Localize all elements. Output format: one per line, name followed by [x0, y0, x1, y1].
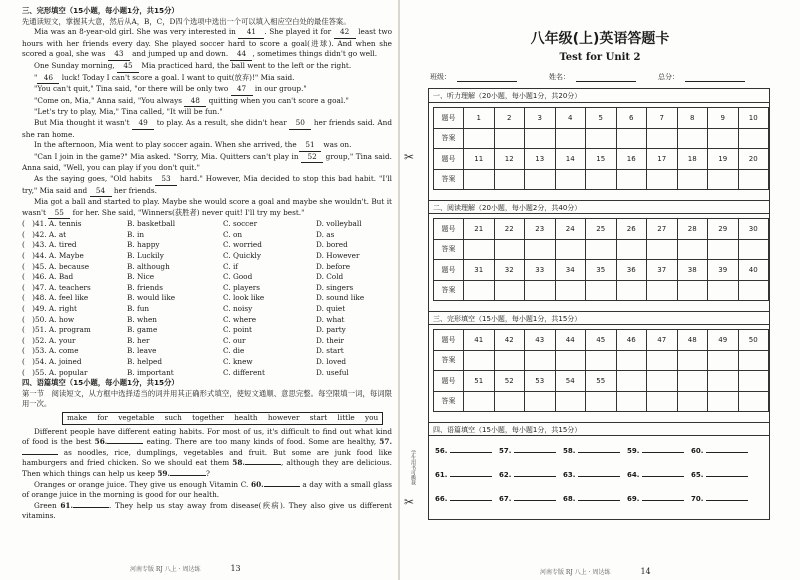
option-cell: ( )48. A. feel like [22, 293, 89, 303]
answer-cell[interactable] [464, 280, 495, 301]
option-cell: D. before [316, 261, 351, 271]
question-number: 20 [738, 149, 769, 170]
cloze-paragraph: "Come on, Mia," Anna said, "You always 48 quitting when you can't score a goal." [22, 96, 392, 108]
option-cell: ( )47. A. teachers [22, 282, 91, 292]
option-cell: D. However [316, 251, 360, 261]
option-cell: D. as [316, 229, 335, 239]
answer-cell[interactable] [586, 239, 617, 260]
scissors-icon: ✂ [404, 150, 415, 164]
option-cell: ( )54. A. joined [22, 357, 82, 366]
fill-number: 58. [563, 447, 576, 455]
question-number: 8 [677, 108, 708, 129]
question-number: 21 [464, 219, 495, 240]
answer-cell[interactable] [494, 391, 525, 412]
fill-answer-item [435, 471, 499, 479]
text-fill-paragraph: Oranges or orange juice. They give us enough Vitamin C. 60. a day with a small glass of orange juice in the morning is good for our health. [22, 479, 392, 500]
fill-answer-item [691, 447, 755, 455]
fill-number: 62. [499, 471, 512, 479]
option-cell: C. on [223, 229, 243, 239]
page-number: 13 [230, 564, 241, 574]
option-cell: D. sound like [316, 293, 365, 303]
option-cell: ( )53. A. come [22, 346, 79, 356]
answer-cell[interactable] [555, 350, 586, 371]
answer-cell[interactable] [555, 391, 586, 412]
class-field[interactable] [457, 72, 517, 82]
page-footer: 河南专版 RJ 八上 · 周达练 13 [130, 564, 241, 574]
text-fill-section-title: 四、语篇填空（15小题，每小题1分，共15分） [22, 378, 179, 388]
question-number: 43 [525, 330, 556, 351]
option-cell: ( )42. A. at [22, 229, 67, 239]
option-cell: B. happy [127, 240, 160, 250]
fill-number: 68. [563, 495, 576, 503]
answer-cell[interactable] [464, 169, 495, 190]
cloze-section-title: 三、完形填空（15小题，每小题1分，共15分） [22, 6, 179, 15]
question-number: 55 [586, 371, 617, 392]
question-number: 10 [738, 108, 769, 129]
answer-cell[interactable] [708, 128, 739, 149]
answer-cell[interactable] [525, 128, 556, 149]
fill-answer-item [627, 447, 691, 455]
question-number: 41 [464, 330, 495, 351]
option-cell: C. Quickly [223, 251, 261, 261]
option-cell: C. worried [223, 240, 262, 250]
option-cell: D. party [316, 325, 346, 335]
question-number: 46 [616, 330, 647, 351]
question-number [616, 371, 647, 392]
fill-answer-field[interactable] [578, 500, 620, 501]
question-number: 17 [647, 149, 678, 170]
fill-number: 70. [691, 495, 704, 503]
question-number: 40 [738, 260, 769, 281]
question-number: 12 [494, 149, 525, 170]
option-cell: B. her [127, 335, 150, 345]
answer-card [428, 88, 770, 520]
option-cell: C. if [223, 261, 238, 271]
option-cell: ( )52. A. your [22, 335, 76, 345]
question-number: 5 [586, 108, 617, 129]
fill-answer-field[interactable] [514, 476, 556, 477]
option-cell: C. point [223, 325, 252, 335]
fill-number: 61. [435, 471, 448, 479]
score-field[interactable] [685, 72, 745, 82]
answer-cell[interactable] [616, 280, 647, 301]
cloze-grid [433, 329, 769, 412]
cloze-paragraph: "Let's try to play, Mia," Tina called, "It will be fun." [34, 107, 223, 117]
answer-cell[interactable] [525, 169, 556, 190]
option-cell: ( )43. A. tired [22, 240, 77, 250]
question-number-label: 题号 [434, 260, 464, 281]
answer-label: 答案 [434, 391, 464, 412]
answer-label: 答案 [434, 169, 464, 190]
option-cell: C. Good [223, 272, 253, 282]
answer-cell[interactable] [525, 391, 556, 412]
listening-grid [433, 107, 769, 190]
answer-cell[interactable] [738, 350, 769, 371]
answer-cell[interactable] [464, 350, 495, 371]
fill-answer-item [627, 471, 691, 479]
answer-label: 答案 [434, 280, 464, 301]
option-cell: B. leave [127, 346, 157, 356]
question-number: 14 [555, 149, 586, 170]
answer-cell[interactable] [616, 239, 647, 260]
fill-answer-item [563, 471, 627, 479]
answer-cell[interactable] [494, 280, 525, 301]
option-cell: B. would like [127, 293, 176, 303]
option-cell: B. game [127, 325, 158, 335]
question-number: 53 [525, 371, 556, 392]
answer-cell [738, 391, 769, 412]
option-cell: C. where [223, 314, 257, 324]
question-number: 49 [708, 330, 739, 351]
option-cell: D. start [316, 346, 344, 356]
question-number: 32 [494, 260, 525, 281]
answer-cell [647, 391, 678, 412]
answer-cell[interactable] [738, 169, 769, 190]
question-number: 1 [464, 108, 495, 129]
fill-answer-item [563, 495, 627, 503]
question-number: 47 [647, 330, 678, 351]
answer-cell[interactable] [647, 280, 678, 301]
class-label: 班级： [430, 73, 451, 81]
option-cell: B. Nice [127, 272, 155, 282]
text-fill-instructions: 第一节 阅读短文，从方框中选择适当的词并用其正确形式填空，使短文通顺、意思完整。每空限填一词，每词限用一次。 [22, 388, 392, 409]
cloze-paragraph: Mia got a ball and started to play. Maybe she would score a goal and maybe she wouldn't. But it wasn't 55 for her. She said, "Winners(获胜者) never quit! I'll try my best." [22, 197, 392, 219]
question-number: 4 [555, 108, 586, 129]
option-cell: D. what [316, 314, 345, 324]
option-cell: D. singers [316, 282, 354, 292]
fill-answer-item [435, 447, 499, 455]
fill-answer-item [563, 447, 627, 455]
answer-cell[interactable] [555, 169, 586, 190]
question-number: 11 [464, 149, 495, 170]
fill-answer-field[interactable] [642, 500, 684, 501]
question-number: 19 [708, 149, 739, 170]
fill-number: 67. [499, 495, 512, 503]
fill-answer-item [499, 447, 563, 455]
answer-cell[interactable] [586, 280, 617, 301]
answer-cell[interactable] [494, 350, 525, 371]
answer-cell[interactable] [494, 169, 525, 190]
answer-cell[interactable] [616, 169, 647, 190]
question-number-label: 题号 [434, 108, 464, 129]
question-number: 6 [616, 108, 647, 129]
fill-number: 64. [627, 471, 640, 479]
question-number: 22 [494, 219, 525, 240]
option-cell: B. helped [127, 357, 163, 366]
option-cell: C. die [223, 346, 245, 356]
question-number: 37 [647, 260, 678, 281]
question-number: 27 [647, 219, 678, 240]
option-cell: ( )51. A. program [22, 325, 91, 335]
cloze-paragraph: In the afternoon, Mia went to play soccer again. When she arrived, the 51 was on. [22, 140, 392, 152]
question-number: 51 [464, 371, 495, 392]
fill-number: 60. [691, 447, 704, 455]
score-label: 总分： [658, 73, 679, 81]
question-number: 42 [494, 330, 525, 351]
question-number-label: 题号 [434, 330, 464, 351]
answer-cell[interactable] [708, 350, 739, 371]
question-number: 54 [555, 371, 586, 392]
cloze-options [22, 219, 392, 378]
fill-answer-item [691, 471, 755, 479]
answer-cell[interactable] [708, 239, 739, 260]
question-number: 30 [738, 219, 769, 240]
option-cell: C. soccer [223, 219, 258, 229]
answer-label: 答案 [434, 239, 464, 260]
question-number [677, 371, 708, 392]
option-cell: B. important [127, 367, 174, 377]
answer-cell[interactable] [708, 169, 739, 190]
option-cell: ( )49. A. right [22, 304, 77, 314]
question-number: 9 [708, 108, 739, 129]
option-cell: C. look like [223, 293, 265, 303]
question-number [708, 371, 739, 392]
fill-answer-field[interactable] [514, 500, 556, 501]
answer-cell[interactable] [738, 128, 769, 149]
cloze-answer-section-title: 三、完形填空（15小题，每小题1分，共15分） [429, 311, 769, 325]
question-number: 29 [708, 219, 739, 240]
word-box: make for vegetable such together health however start little you [62, 412, 383, 425]
question-number: 7 [647, 108, 678, 129]
cloze-paragraph: Mia was an 8-year-old girl. She was very interested in 41 . She played it for 42 least two hours with her friends every day. She played soccer hard to score a goal(进球). And when she scored a goal, she was 43 and jumped up and down. 44 , sometimes things didn't go well. [22, 27, 392, 61]
option-cell: ( )44. A. Maybe [22, 251, 84, 261]
answer-cell[interactable] [738, 280, 769, 301]
question-number: 36 [616, 260, 647, 281]
answer-cell[interactable] [464, 128, 495, 149]
question-number [738, 371, 769, 392]
question-number: 23 [525, 219, 556, 240]
question-number: 28 [677, 219, 708, 240]
text-fill-paragraph: Different people have different eating habits. For most of us, it's difficult to find out what kind of food is the best 56. eating. There are too many kinds of food. Some are healthy, 57. as noodles, rice, dumplings, vegetables and fruit. But some are junk food like hamburgers and fried chicken. So we should eat them 58. , although they are delicious. Then which things can help us keep 59. ? [22, 426, 392, 478]
question-number: 26 [616, 219, 647, 240]
option-cell: ( )45. A. because [22, 261, 90, 271]
question-number [647, 371, 678, 392]
answer-cell[interactable] [555, 239, 586, 260]
answer-cell[interactable] [464, 391, 495, 412]
answer-cell[interactable] [586, 128, 617, 149]
fill-answer-item [499, 471, 563, 479]
fill-number: 69. [627, 495, 640, 503]
option-cell: C. noisy [223, 304, 253, 314]
option-cell: D. their [316, 335, 345, 345]
question-number: 35 [586, 260, 617, 281]
question-number: 45 [586, 330, 617, 351]
fill-answer-field[interactable] [514, 452, 556, 453]
answer-cell[interactable] [677, 169, 708, 190]
answer-card-title: 八年级(上)英语答题卡 [530, 31, 670, 47]
option-cell: C. our [223, 335, 246, 345]
question-number: 34 [555, 260, 586, 281]
cloze-paragraph: " 46 luck! Today I can't score a goal. I want to quit(放弃)!" Mia said. [22, 73, 392, 85]
page-number: 14 [640, 567, 651, 576]
answer-cell[interactable] [616, 128, 647, 149]
question-number: 50 [738, 330, 769, 351]
answer-cell[interactable] [738, 239, 769, 260]
page-footer: 河南专版 RJ 八上 · 周达练 14 [540, 567, 651, 576]
fill-answer-field[interactable] [642, 476, 684, 477]
fill-answer-field[interactable] [450, 500, 492, 501]
fill-number: 59. [627, 447, 640, 455]
option-cell: B. in [127, 229, 145, 239]
question-number: 39 [708, 260, 739, 281]
option-cell: ( )41. A. tennis [22, 219, 82, 229]
option-cell: ( )46. A. Bad [22, 272, 74, 282]
option-cell: D. volleyball [316, 219, 362, 229]
answer-cell[interactable] [647, 239, 678, 260]
option-cell: B. Luckily [127, 251, 164, 261]
fill-answer-item [499, 495, 563, 503]
answer-cell[interactable] [647, 350, 678, 371]
fill-answer-field[interactable] [706, 452, 748, 453]
fill-number: 66. [435, 495, 448, 503]
answer-cell[interactable] [677, 280, 708, 301]
text-fill-answers [435, 447, 755, 503]
fill-number: 65. [691, 471, 704, 479]
answer-cell[interactable] [494, 128, 525, 149]
fill-number: 57. [499, 447, 512, 455]
cloze-paragraph: One Sunday morning, 45 Mia practiced hard, the ball went to the left or the right. [22, 61, 392, 73]
reading-grid [433, 218, 769, 301]
answer-cell [616, 391, 647, 412]
scissors-icon: ✂ [404, 495, 415, 509]
student-info-row [430, 72, 770, 82]
option-cell: C. knew [223, 357, 253, 366]
text-fill-paragraph: Green 61. . They help us stay away from disease(疾病). They also give us different vitamins. [22, 500, 392, 521]
option-cell: B. when [127, 314, 157, 324]
answer-cell[interactable] [494, 239, 525, 260]
cloze-paragraph: As the saying goes, "Old habits 53 hard." However, Mia decided to stop this bad habit. "I'll try," Mia said and 54 her friends. [22, 174, 392, 197]
fill-answer-field[interactable] [578, 476, 620, 477]
fill-answer-item [627, 495, 691, 503]
fill-answer-field[interactable] [450, 452, 492, 453]
fill-number: 56. [435, 447, 448, 455]
option-cell: D. useful [316, 367, 349, 377]
text-fill-answer-section-title: 四、语篇填空（15小题，每小题1分，共15分） [429, 422, 769, 436]
answer-cell[interactable] [616, 350, 647, 371]
question-number: 15 [586, 149, 617, 170]
fill-answer-item [435, 495, 499, 503]
question-number: 18 [677, 149, 708, 170]
question-number: 25 [586, 219, 617, 240]
question-number: 48 [677, 330, 708, 351]
question-number: 31 [464, 260, 495, 281]
option-cell: C. players [223, 282, 260, 292]
option-cell: B. fun [127, 304, 150, 314]
option-cell: D. Cold [316, 272, 344, 282]
question-number: 16 [616, 149, 647, 170]
answer-cell[interactable] [677, 239, 708, 260]
answer-cell[interactable] [677, 128, 708, 149]
question-number-label: 题号 [434, 219, 464, 240]
answer-cell[interactable] [555, 280, 586, 301]
option-cell: D. quiet [316, 304, 346, 314]
question-number: 13 [525, 149, 556, 170]
option-cell: C. different [223, 367, 265, 377]
fill-answer-item [691, 495, 755, 503]
answer-cell[interactable] [555, 128, 586, 149]
question-number: 33 [525, 260, 556, 281]
fill-answer-field[interactable] [706, 476, 748, 477]
answer-cell [677, 391, 708, 412]
answer-label: 答案 [434, 350, 464, 371]
answer-cell[interactable] [464, 239, 495, 260]
option-cell: ( )50. A. how [22, 314, 75, 324]
answer-cell[interactable] [525, 280, 556, 301]
answer-cell[interactable] [647, 169, 678, 190]
cloze-paragraph: "Can I join in the game?" Mia asked. "Sorry, Mia. Quitters can't play in 52 group," Tina said. Anna said, "Well, you can play if you don't quit." [22, 151, 392, 173]
fill-answer-field[interactable] [578, 452, 620, 453]
question-number: 2 [494, 108, 525, 129]
answer-cell[interactable] [586, 391, 617, 412]
answer-cell[interactable] [525, 350, 556, 371]
fill-answer-field[interactable] [642, 452, 684, 453]
fill-number: 63. [563, 471, 576, 479]
option-cell: D. bored [316, 240, 348, 250]
name-field[interactable] [576, 72, 636, 82]
cloze-paragraph: "You can't quit," Tina said, "or there will be only two 47 in our group." [22, 84, 392, 96]
option-cell: D. loved [316, 357, 347, 366]
question-number: 52 [494, 371, 525, 392]
answer-cell[interactable] [586, 169, 617, 190]
option-cell: B. although [127, 261, 170, 271]
fill-answer-field[interactable] [706, 500, 748, 501]
question-number-label: 题号 [434, 371, 464, 392]
listening-section-title: 一、听力理解（20小题，每小题1分，共20分） [429, 89, 769, 103]
option-cell: ( )55. A. popular [22, 367, 88, 377]
question-number: 38 [677, 260, 708, 281]
question-number-label: 题号 [434, 149, 464, 170]
cloze-paragraph: But Mia thought it wasn't 49 to play. As a result, she didn't hear 50 her friends said. And she ran home. [22, 117, 393, 139]
answer-cell[interactable] [586, 350, 617, 371]
answer-card-subtitle: Test for Unit 2 [559, 52, 641, 63]
reading-section-title: 二、阅读理解（20小题，每小题2分，共40分） [429, 200, 769, 214]
answer-cell[interactable] [708, 280, 739, 301]
answer-cell[interactable] [647, 128, 678, 149]
name-label: 姓名： [549, 73, 570, 81]
question-number: 44 [555, 330, 586, 351]
answer-cell [708, 391, 739, 412]
option-cell: B. basketball [127, 219, 176, 229]
cloze-instructions: 先通读短文，掌握其大意，然后从A，B，C，D四个选项中选出一个可以填入相应空白处的最佳答案。 [22, 16, 351, 26]
answer-cell[interactable] [525, 239, 556, 260]
option-cell: B. friends [127, 282, 163, 292]
question-number: 3 [525, 108, 556, 129]
fill-answer-field[interactable] [450, 476, 492, 477]
answer-label: 答案 [434, 128, 464, 149]
question-number: 24 [555, 219, 586, 240]
answer-cell[interactable] [677, 350, 708, 371]
cut-note: 学生用书可撕裁 [410, 450, 416, 485]
